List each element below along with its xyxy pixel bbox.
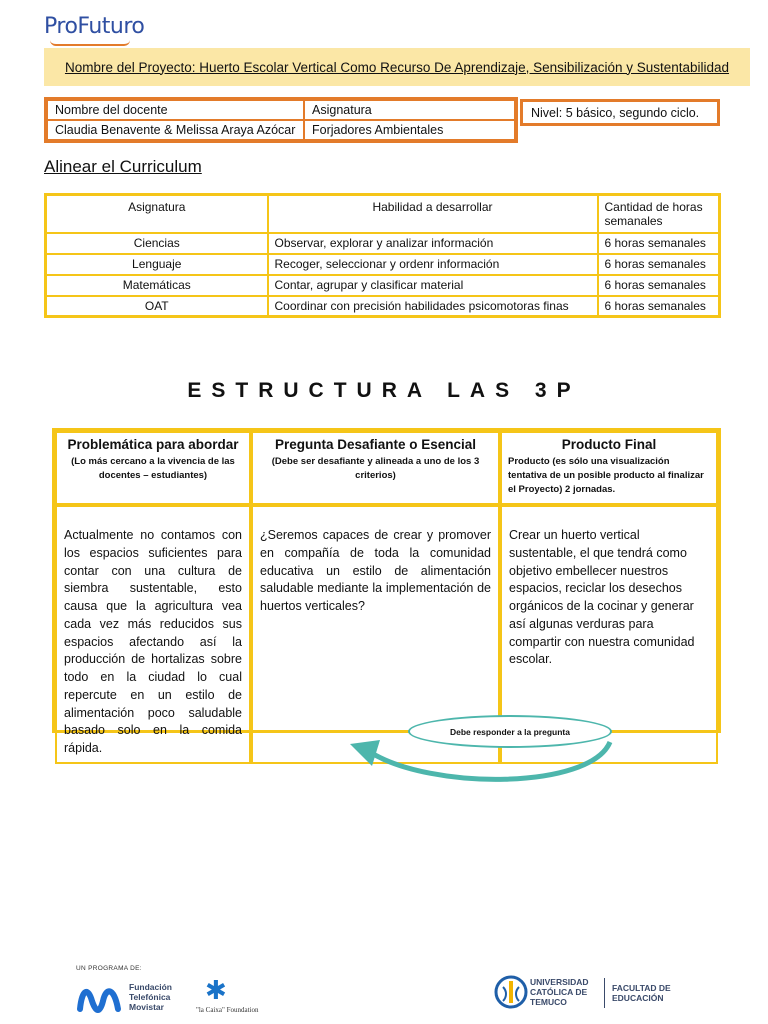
uct-text: [530, 978, 589, 1007]
producto-title: Producto Final: [561, 437, 657, 452]
uct-line: CATÓLICA DE: [530, 986, 588, 997]
row-asignatura: Lenguaje: [46, 254, 268, 275]
nivel-box: Nivel: 5 básico, segundo ciclo.: [520, 99, 720, 126]
movistar-logo-icon: [76, 983, 122, 1013]
row-habilidad: Contar, agrupar y clasificar material: [268, 275, 598, 296]
logo-swoosh: [50, 40, 130, 46]
uct-seal-icon: [494, 975, 528, 1009]
uct-line: TEMUCO: [530, 996, 567, 1007]
facultad-line: EDUCACIÓN: [612, 992, 664, 1003]
curriculum-title: Alinear el Curriculum: [44, 157, 202, 176]
teacher-value: Claudia Benavente & Melissa Araya Azócar: [47, 120, 304, 140]
facultad-line: FACULTAD DE: [612, 983, 671, 993]
telefonica-text: [129, 983, 172, 1012]
curriculum-table: [44, 193, 721, 318]
profuturo-logo: [44, 14, 144, 39]
row-asignatura: Matemáticas: [46, 275, 268, 296]
problematica-title: Problemática para abordar: [67, 437, 239, 452]
row-asignatura: Ciencias: [46, 233, 268, 254]
estructura-title: ESTRUCTURA LAS 3P: [187, 379, 581, 402]
table-row: [46, 296, 720, 317]
col-header-problematica: [55, 431, 251, 505]
producto-subtitle: Producto (es sólo una visualización tentativa de un posible producto al finalizar el Proyecto) 2 jornadas.: [508, 456, 704, 495]
facultad-text: [612, 984, 671, 1004]
uct-line: UNIVERSIDAD: [530, 977, 589, 987]
row-horas: 6 horas semanales: [598, 233, 720, 254]
project-title: Nombre del Proyecto: Huerto Escolar Vertical Como Recurso De Aprendizaje, Sensibilización y Sustentabilidad: [64, 59, 730, 75]
header-habilidad: Habilidad a desarrollar: [268, 195, 598, 233]
pregunta-title: Pregunta Desafiante o Esencial: [274, 437, 477, 452]
table-row: [46, 233, 720, 254]
subject-header: Asignatura: [304, 100, 515, 120]
col-header-producto: [500, 431, 718, 505]
row-horas: 6 horas semanales: [598, 296, 720, 317]
producto-body: Crear un huerto vertical sustentable, el que tendrá como objetivo embellecer nuestros espacios, reciclar los desechos orgánicos de la cocinar y generar así algunas verduras para compartir con nuestra comunidad escolar.: [500, 505, 718, 764]
pregunta-body: ¿Seremos capaces de crear y promover en compañía de toda la comunidad educativa un estilo de alimentación saludable mediante la implementación de huertos verticales?: [251, 505, 500, 764]
telefonica-line: Telefónica: [129, 991, 171, 1002]
program-label: UN PROGRAMA DE:: [76, 965, 142, 972]
project-title-banner: [44, 48, 750, 86]
subject-value: Forjadores Ambientales: [304, 120, 515, 140]
telefonica-line: Fundación: [129, 982, 172, 992]
problematica-subtitle: (Lo más cercano a la vivencia de las docentes – estudiantes): [71, 456, 235, 481]
caixa-star-icon: ✱: [205, 975, 227, 1005]
logo-text: ProFuturo: [44, 14, 145, 39]
pregunta-subtitle: (Debe ser desafiante y alineada a uno de los 3 criterios): [271, 456, 480, 481]
estructura-3p-grid: [52, 428, 721, 755]
table-row: [46, 254, 720, 275]
header-horas: Cantidad de horas semanales: [598, 195, 720, 233]
row-asignatura: OAT: [46, 296, 268, 317]
table-header-row: [46, 195, 720, 233]
callout-ellipse: Debe responder a la pregunta: [408, 715, 612, 748]
teacher-table: [44, 97, 518, 143]
table-row: [46, 275, 720, 296]
telefonica-line: Movistar: [129, 1001, 164, 1012]
row-horas: 6 horas semanales: [598, 254, 720, 275]
teacher-header: Nombre del docente: [47, 100, 304, 120]
row-habilidad: Coordinar con precisión habilidades psicomotoras finas: [268, 296, 598, 317]
header-asignatura: Asignatura: [46, 195, 268, 233]
caixa-text: "la Caixa" Foundation: [196, 1006, 259, 1014]
row-horas: 6 horas semanales: [598, 275, 720, 296]
problematica-body: Actualmente no contamos con los espacios suficientes para contar con una cultura de siembra sustentable, esto causa que la agricultura vea cada vez más reducidos sus espacios afectando así la producción de hortalizas sobre todo en la ciudad lo cual repercute en un estilo de alimentación poco saludable basado solo en la comida rápida.: [55, 505, 251, 764]
row-habilidad: Observar, explorar y analizar información: [268, 233, 598, 254]
col-header-pregunta: [251, 431, 500, 505]
footer-divider: [604, 978, 605, 1008]
row-habilidad: Recoger, seleccionar y ordenr información: [268, 254, 598, 275]
